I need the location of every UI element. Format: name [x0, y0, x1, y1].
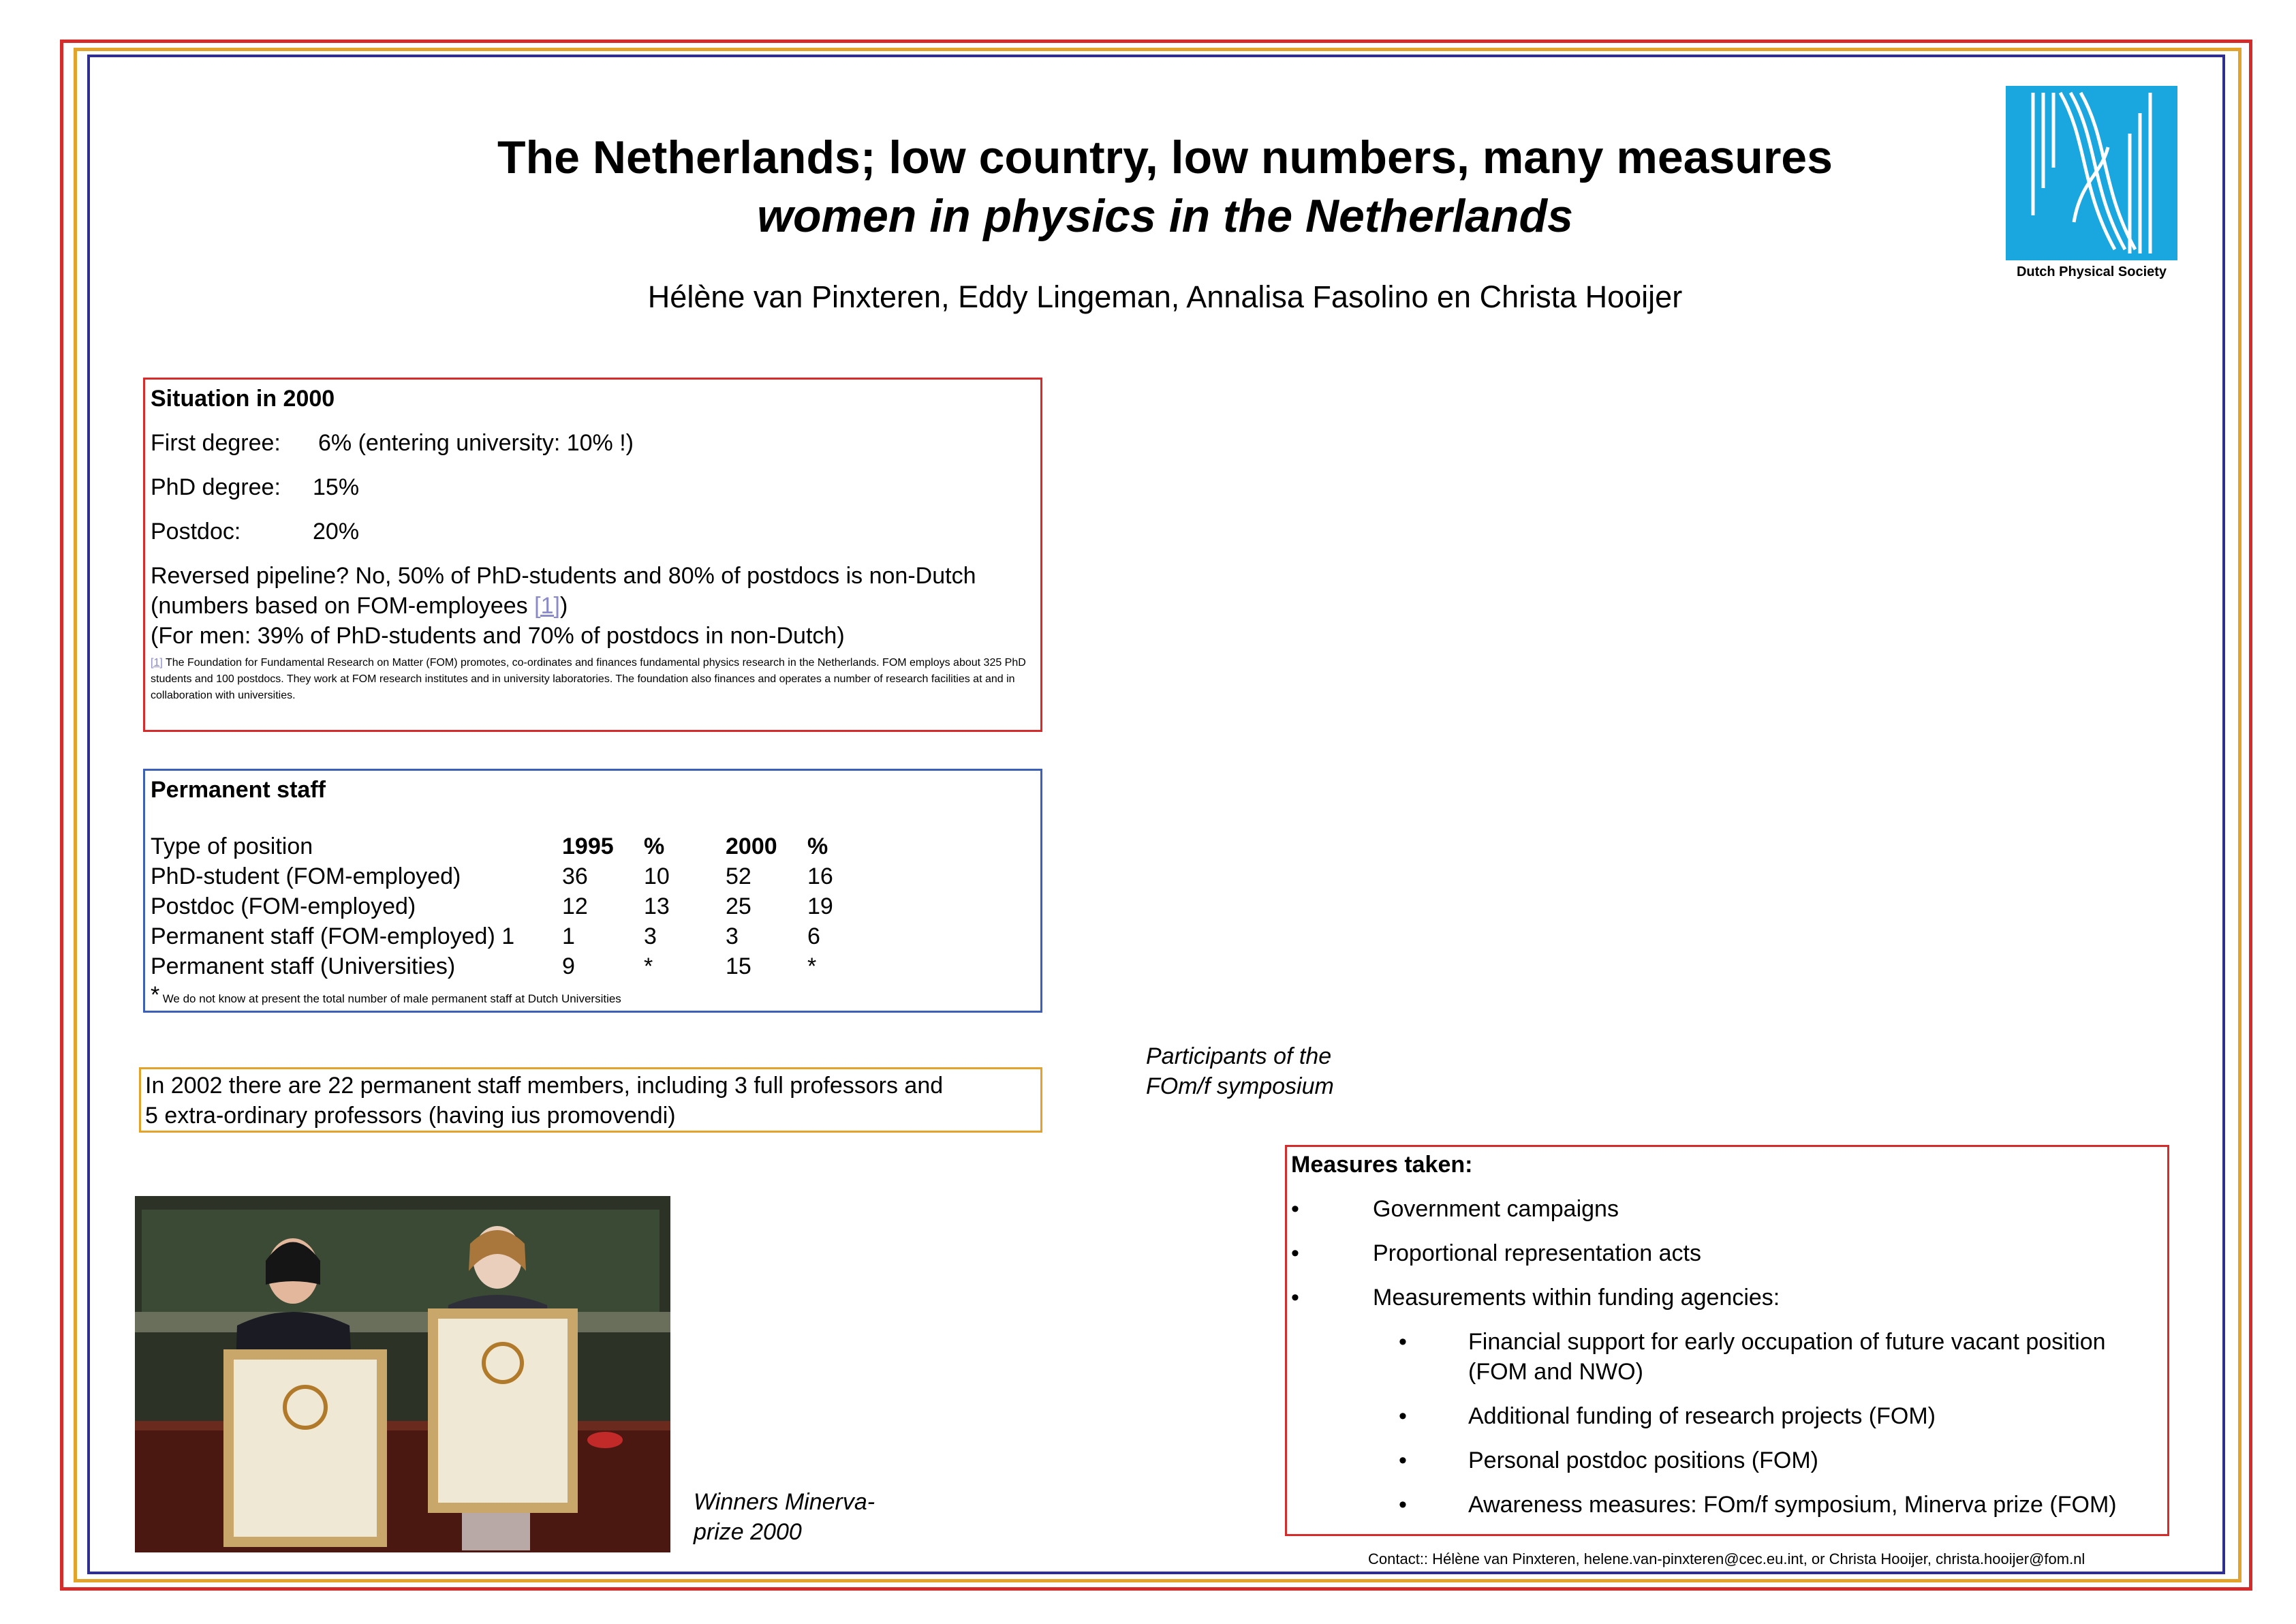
situation-box [143, 378, 1042, 732]
winners-photo [135, 1196, 670, 1552]
sub-bullet-icon: • [1399, 1447, 1407, 1473]
cell-position: Postdoc (FOM-employed) [151, 893, 416, 919]
measure-subitem: Additional funding of research projects (FOM) [1468, 1403, 1936, 1429]
cell-position: PhD-student (FOM-employed) [151, 863, 461, 889]
measures-box [1285, 1145, 2169, 1536]
cell-pct-1995: 3 [644, 923, 657, 949]
header-pct-2000: % [807, 833, 828, 859]
participants-caption-line2: FOm/f symposium [1146, 1073, 1334, 1099]
staff-2002-box [139, 1067, 1042, 1133]
cell-pct-1995: 13 [644, 893, 670, 919]
first-degree-label: First degree: [151, 430, 281, 456]
bullet-icon: • [1291, 1240, 1299, 1266]
table-row [151, 953, 862, 983]
cell-2000: 15 [726, 953, 751, 979]
winners-caption-line1: Winners Minerva- [694, 1489, 875, 1515]
cell-1995: 36 [562, 863, 588, 889]
winners-caption-line2: prize 2000 [694, 1519, 802, 1545]
staff-note-star: * [151, 982, 160, 1008]
phd-label: PhD degree: [151, 474, 281, 500]
poster-title: The Netherlands; low country, low numbers, many measures [497, 132, 1833, 183]
measure-subitem: Awareness measures: FOm/f symposium, Minerva prize (FOM) [1468, 1492, 2117, 1518]
winners-photo-illustration [135, 1196, 670, 1552]
cell-pct-2000: * [807, 953, 817, 979]
staff-2002-line2: 5 extra-ordinary professors (having ius promovendi) [145, 1103, 676, 1129]
phd-value: 15% [313, 474, 360, 500]
footnote-text: The Foundation for Fundamental Research on Matter (FOM) promotes, co-ordinates and finances fundamental physics research in the Netherlands. FOM employs about 325 PhD students and 100 postdocs. They work at FOM research institutes and in university laboratories. The foundation also finances and operates a number of research facilities at and in collaboration with universities. [151, 657, 1026, 701]
measure-subitem-continued: (FOM and NWO) [1468, 1359, 1643, 1385]
staff-heading: Permanent staff [151, 777, 326, 803]
cell-position: Permanent staff (Universities) [151, 953, 456, 979]
first-degree-value: 6% (entering university: 10% !) [318, 430, 634, 456]
cell-1995: 1 [562, 923, 575, 949]
sub-bullet-icon: • [1399, 1329, 1407, 1355]
postdoc-label: Postdoc: [151, 519, 241, 545]
table-row [151, 893, 862, 923]
cell-pct-2000: 16 [807, 863, 833, 889]
footnote-marker: [1] [151, 657, 163, 669]
contact-line: Contact:: Hélène van Pinxteren, helene.van-pinxteren@cec.eu.int, or Christa Hooijer, christa.hooijer@fom.nl [1368, 1550, 2085, 1567]
staff-note-text: We do not know at present the total number of male permanent staff at Dutch Universities [162, 992, 621, 1005]
header-2000: 2000 [726, 833, 777, 859]
cell-pct-2000: 19 [807, 893, 833, 919]
winners-caption [694, 1487, 875, 1547]
postdoc-value: 20% [313, 519, 360, 545]
cell-position: Permanent staff (FOM-employed) 1 [151, 923, 515, 949]
table-header-row [151, 833, 862, 863]
measure-item: Measurements within funding agencies: [1373, 1285, 1780, 1311]
measure-item: Proportional representation acts [1373, 1240, 1701, 1266]
dutch-physical-society-logo [2006, 86, 2177, 260]
pipeline-line2 [151, 591, 568, 621]
table-row [151, 863, 862, 893]
staff-table [151, 833, 862, 983]
measure-subitem: Financial support for early occupation of future vacant position [1468, 1329, 2106, 1355]
cell-pct-2000: 6 [807, 923, 820, 949]
cell-1995: 9 [562, 953, 575, 979]
measure-item: Government campaigns [1373, 1196, 1619, 1222]
sub-bullet-icon: • [1399, 1492, 1407, 1518]
pipeline-line2-pre: (numbers based on FOM-employees [151, 593, 535, 619]
header-pct-1995: % [644, 833, 665, 859]
cell-2000: 25 [726, 893, 751, 919]
cell-2000: 52 [726, 863, 751, 889]
header-position: Type of position [151, 833, 313, 859]
logo-n-icon [2006, 86, 2177, 260]
cell-pct-1995: 10 [644, 863, 670, 889]
footnote [151, 655, 1029, 704]
cell-pct-1995: * [644, 953, 653, 979]
authors: Hélène van Pinxteren, Eddy Lingeman, Annalisa Fasolino en Christa Hooijer [647, 279, 1683, 314]
staff-note [151, 982, 621, 1009]
pipeline-line2-post: ) [559, 593, 568, 619]
sub-bullet-icon: • [1399, 1403, 1407, 1429]
measure-subitem: Personal postdoc positions (FOM) [1468, 1447, 1818, 1473]
staff-2002-line1: In 2002 there are 22 permanent staff members, including 3 full professors and [145, 1073, 944, 1099]
pipeline-line1: Reversed pipeline? No, 50% of PhD-students and 80% of postdocs is non-Dutch [151, 563, 976, 589]
situation-heading: Situation in 2000 [151, 386, 335, 412]
measures-heading: Measures taken: [1291, 1152, 1473, 1178]
logo-caption: Dutch Physical Society [2016, 264, 2167, 279]
table-row [151, 923, 862, 953]
poster-subtitle: women in physics in the Netherlands [757, 190, 1573, 242]
bullet-icon: • [1291, 1285, 1299, 1311]
pipeline-line3: (For men: 39% of PhD-students and 70% of postdocs in non-Dutch) [151, 623, 845, 649]
staff-box [143, 769, 1042, 1013]
cell-2000: 3 [726, 923, 739, 949]
bullet-icon: • [1291, 1196, 1299, 1222]
header-1995: 1995 [562, 833, 614, 859]
participants-caption [1146, 1041, 1334, 1101]
footnote-link[interactable]: [1] [534, 593, 560, 619]
cell-1995: 12 [562, 893, 588, 919]
participants-caption-line1: Participants of the [1146, 1043, 1332, 1069]
